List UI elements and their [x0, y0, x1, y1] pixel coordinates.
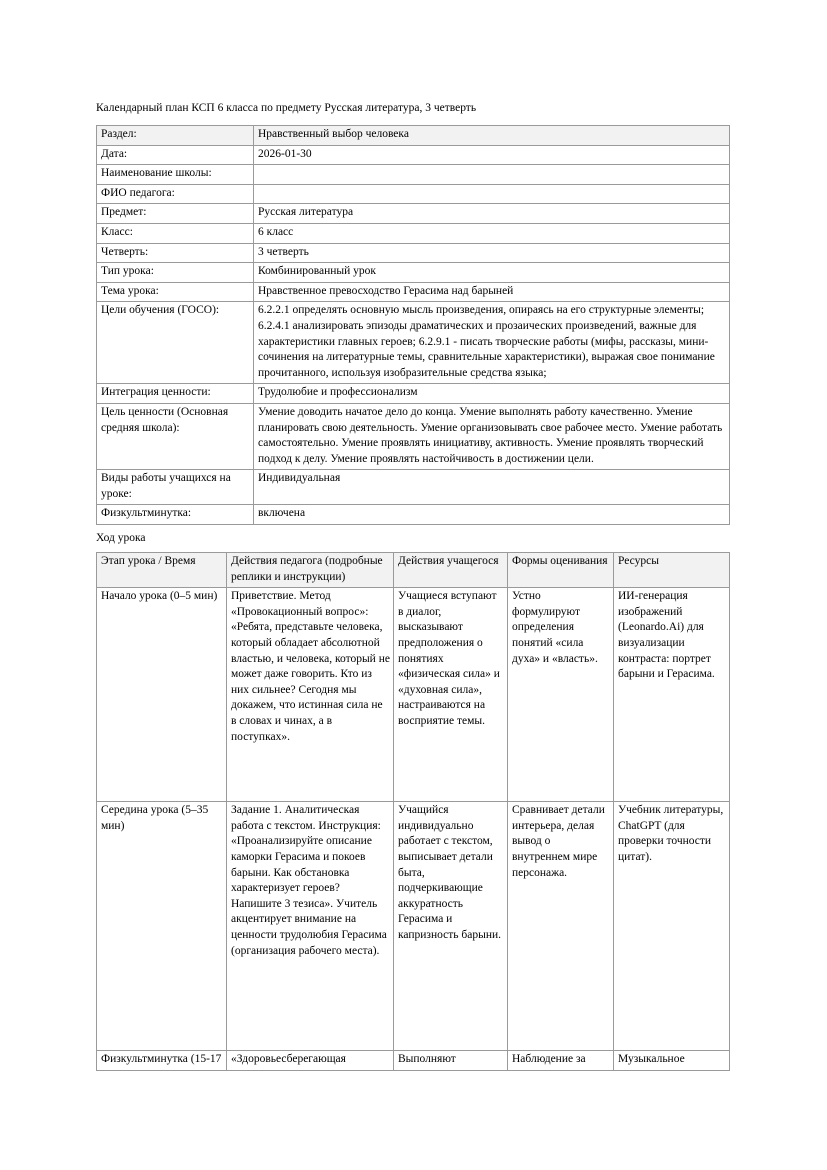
column-header-assessment: Формы оценивания	[508, 553, 614, 588]
info-value: Нравственное превосходство Герасима над барыней	[254, 282, 730, 302]
info-value	[254, 165, 730, 185]
info-label: Цель ценности (Основная средняя школа):	[97, 403, 254, 469]
table-row	[97, 1051, 730, 1071]
lesson-info-body	[97, 126, 730, 525]
info-label: Физкультминутка:	[97, 505, 254, 525]
table-row	[97, 384, 730, 404]
info-value: Трудолюбие и профессионализм	[254, 384, 730, 404]
info-value: 6.2.2.1 определять основную мысль произведения, опираясь на его структурные элементы; 6.2.4.1 анализировать эпизоды драматических и прозаических произведений, важные для характеристики главных героев; 6.2.9.1 - писать творческие работы (мифы, рассказы, мини-сочинения на литературные темы, сравнительные характеристики), выражая свое понимание прочитанного, используя изобразительные средства языка;	[254, 302, 730, 384]
info-value: Нравственный выбор человека	[254, 126, 730, 146]
info-value: Умение доводить начатое дело до конца. Умение выполнять работу качественно. Умение планировать свою деятельность. Умение организовывать свое рабочее место. Умение работать самостоятельно. Умение проявлять инициативу, активность. Умение проявлять творческий подход к делу. Умение проявлять настойчивость в достижении цели.	[254, 403, 730, 469]
column-header-student-actions: Действия учащегося	[394, 553, 508, 588]
lesson-flow-head	[97, 553, 730, 588]
document-content	[96, 100, 730, 1071]
info-label: Дата:	[97, 145, 254, 165]
table-row	[97, 470, 730, 505]
column-header-stage: Этап урока / Время	[97, 553, 227, 588]
cell-resources: Музыкальное	[614, 1051, 730, 1071]
info-label: Тип урока:	[97, 263, 254, 283]
info-label: Предмет:	[97, 204, 254, 224]
table-row	[97, 802, 730, 1051]
table-row	[97, 204, 730, 224]
info-label: ФИО педагога:	[97, 184, 254, 204]
info-value: включена	[254, 505, 730, 525]
info-label: Тема урока:	[97, 282, 254, 302]
info-label: Виды работы учащихся на уроке:	[97, 470, 254, 505]
table-row	[97, 145, 730, 165]
lesson-flow-table	[96, 552, 730, 1071]
cell-stage: Начало урока (0–5 мин)	[97, 588, 227, 802]
info-value: Русская литература	[254, 204, 730, 224]
cell-student-actions: Учащиеся вступают в диалог, высказывают предположения о понятиях «физическая сила» и «духовная сила», настраиваются на восприятие темы.	[394, 588, 508, 802]
info-value	[254, 184, 730, 204]
info-value: Индивидуальная	[254, 470, 730, 505]
info-value: 2026-01-30	[254, 145, 730, 165]
info-label: Наименование школы:	[97, 165, 254, 185]
table-row	[97, 263, 730, 283]
table-row	[97, 403, 730, 469]
cell-resources: ИИ-генерация изображений (Leonardo.Ai) для визуализации контраста: портрет барыни и Герасима.	[614, 588, 730, 802]
info-label: Четверть:	[97, 243, 254, 263]
cell-stage: Физкультминутка (15-17	[97, 1051, 227, 1071]
info-value: 3 четверть	[254, 243, 730, 263]
table-row	[97, 302, 730, 384]
table-row	[97, 588, 730, 802]
cell-assessment: Сравнивает детали интерьера, делая вывод о внутреннем мире персонажа.	[508, 802, 614, 1051]
table-row	[97, 184, 730, 204]
info-label: Раздел:	[97, 126, 254, 146]
table-row	[97, 126, 730, 146]
cell-resources: Учебник литературы, ChatGPT (для проверки точности цитат).	[614, 802, 730, 1051]
table-row	[97, 243, 730, 263]
lesson-flow-label: Ход урока	[96, 532, 146, 545]
info-value: 6 класс	[254, 223, 730, 243]
info-value: Комбинированный урок	[254, 263, 730, 283]
cell-teacher-actions: «Здоровьесберегающая	[227, 1051, 394, 1071]
cell-student-actions: Учащийся индивидуально работает с текстом, выписывает детали быта, подчеркивающие аккуратность Герасима и капризность барыни.	[394, 802, 508, 1051]
column-header-teacher-actions: Действия педагога (подробные реплики и инструкции)	[227, 553, 394, 588]
table-row	[97, 282, 730, 302]
table-header-row	[97, 553, 730, 588]
cell-student-actions: Выполняют	[394, 1051, 508, 1071]
cell-assessment: Наблюдение за	[508, 1051, 614, 1071]
table-row	[97, 223, 730, 243]
column-header-resources: Ресурсы	[614, 553, 730, 588]
lesson-info-table	[96, 125, 730, 525]
table-row	[97, 165, 730, 185]
cell-teacher-actions: Приветствие. Метод «Провокационный вопрос»: «Ребята, представьте человека, который обладает абсолютной властью, и человека, который не может даже говорить. Кто из них сильнее? Сегодня мы докажем, что истинная сила не в словах и чинах, а в поступках».	[227, 588, 394, 802]
info-label: Цели обучения (ГОСО):	[97, 302, 254, 384]
info-label: Класс:	[97, 223, 254, 243]
table-row	[97, 505, 730, 525]
cell-assessment: Устно формулируют определения понятий «сила духа» и «власть».	[508, 588, 614, 802]
info-label: Интеграция ценности:	[97, 384, 254, 404]
page-title: Календарный план КСП 6 класса по предмету Русская литература, 3 четверть	[96, 102, 477, 114]
cell-teacher-actions: Задание 1. Аналитическая работа с текстом. Инструкция: «Проанализируйте описание каморки Герасима и покоев барыни. Как обстановка характеризует героев? Напишите 3 тезиса». Учитель акцентирует внимание на ценности трудолюбия Герасима (организация рабочего места).	[227, 802, 394, 1051]
cell-stage: Середина урока (5–35 мин)	[97, 802, 227, 1051]
lesson-flow-body	[97, 588, 730, 1071]
